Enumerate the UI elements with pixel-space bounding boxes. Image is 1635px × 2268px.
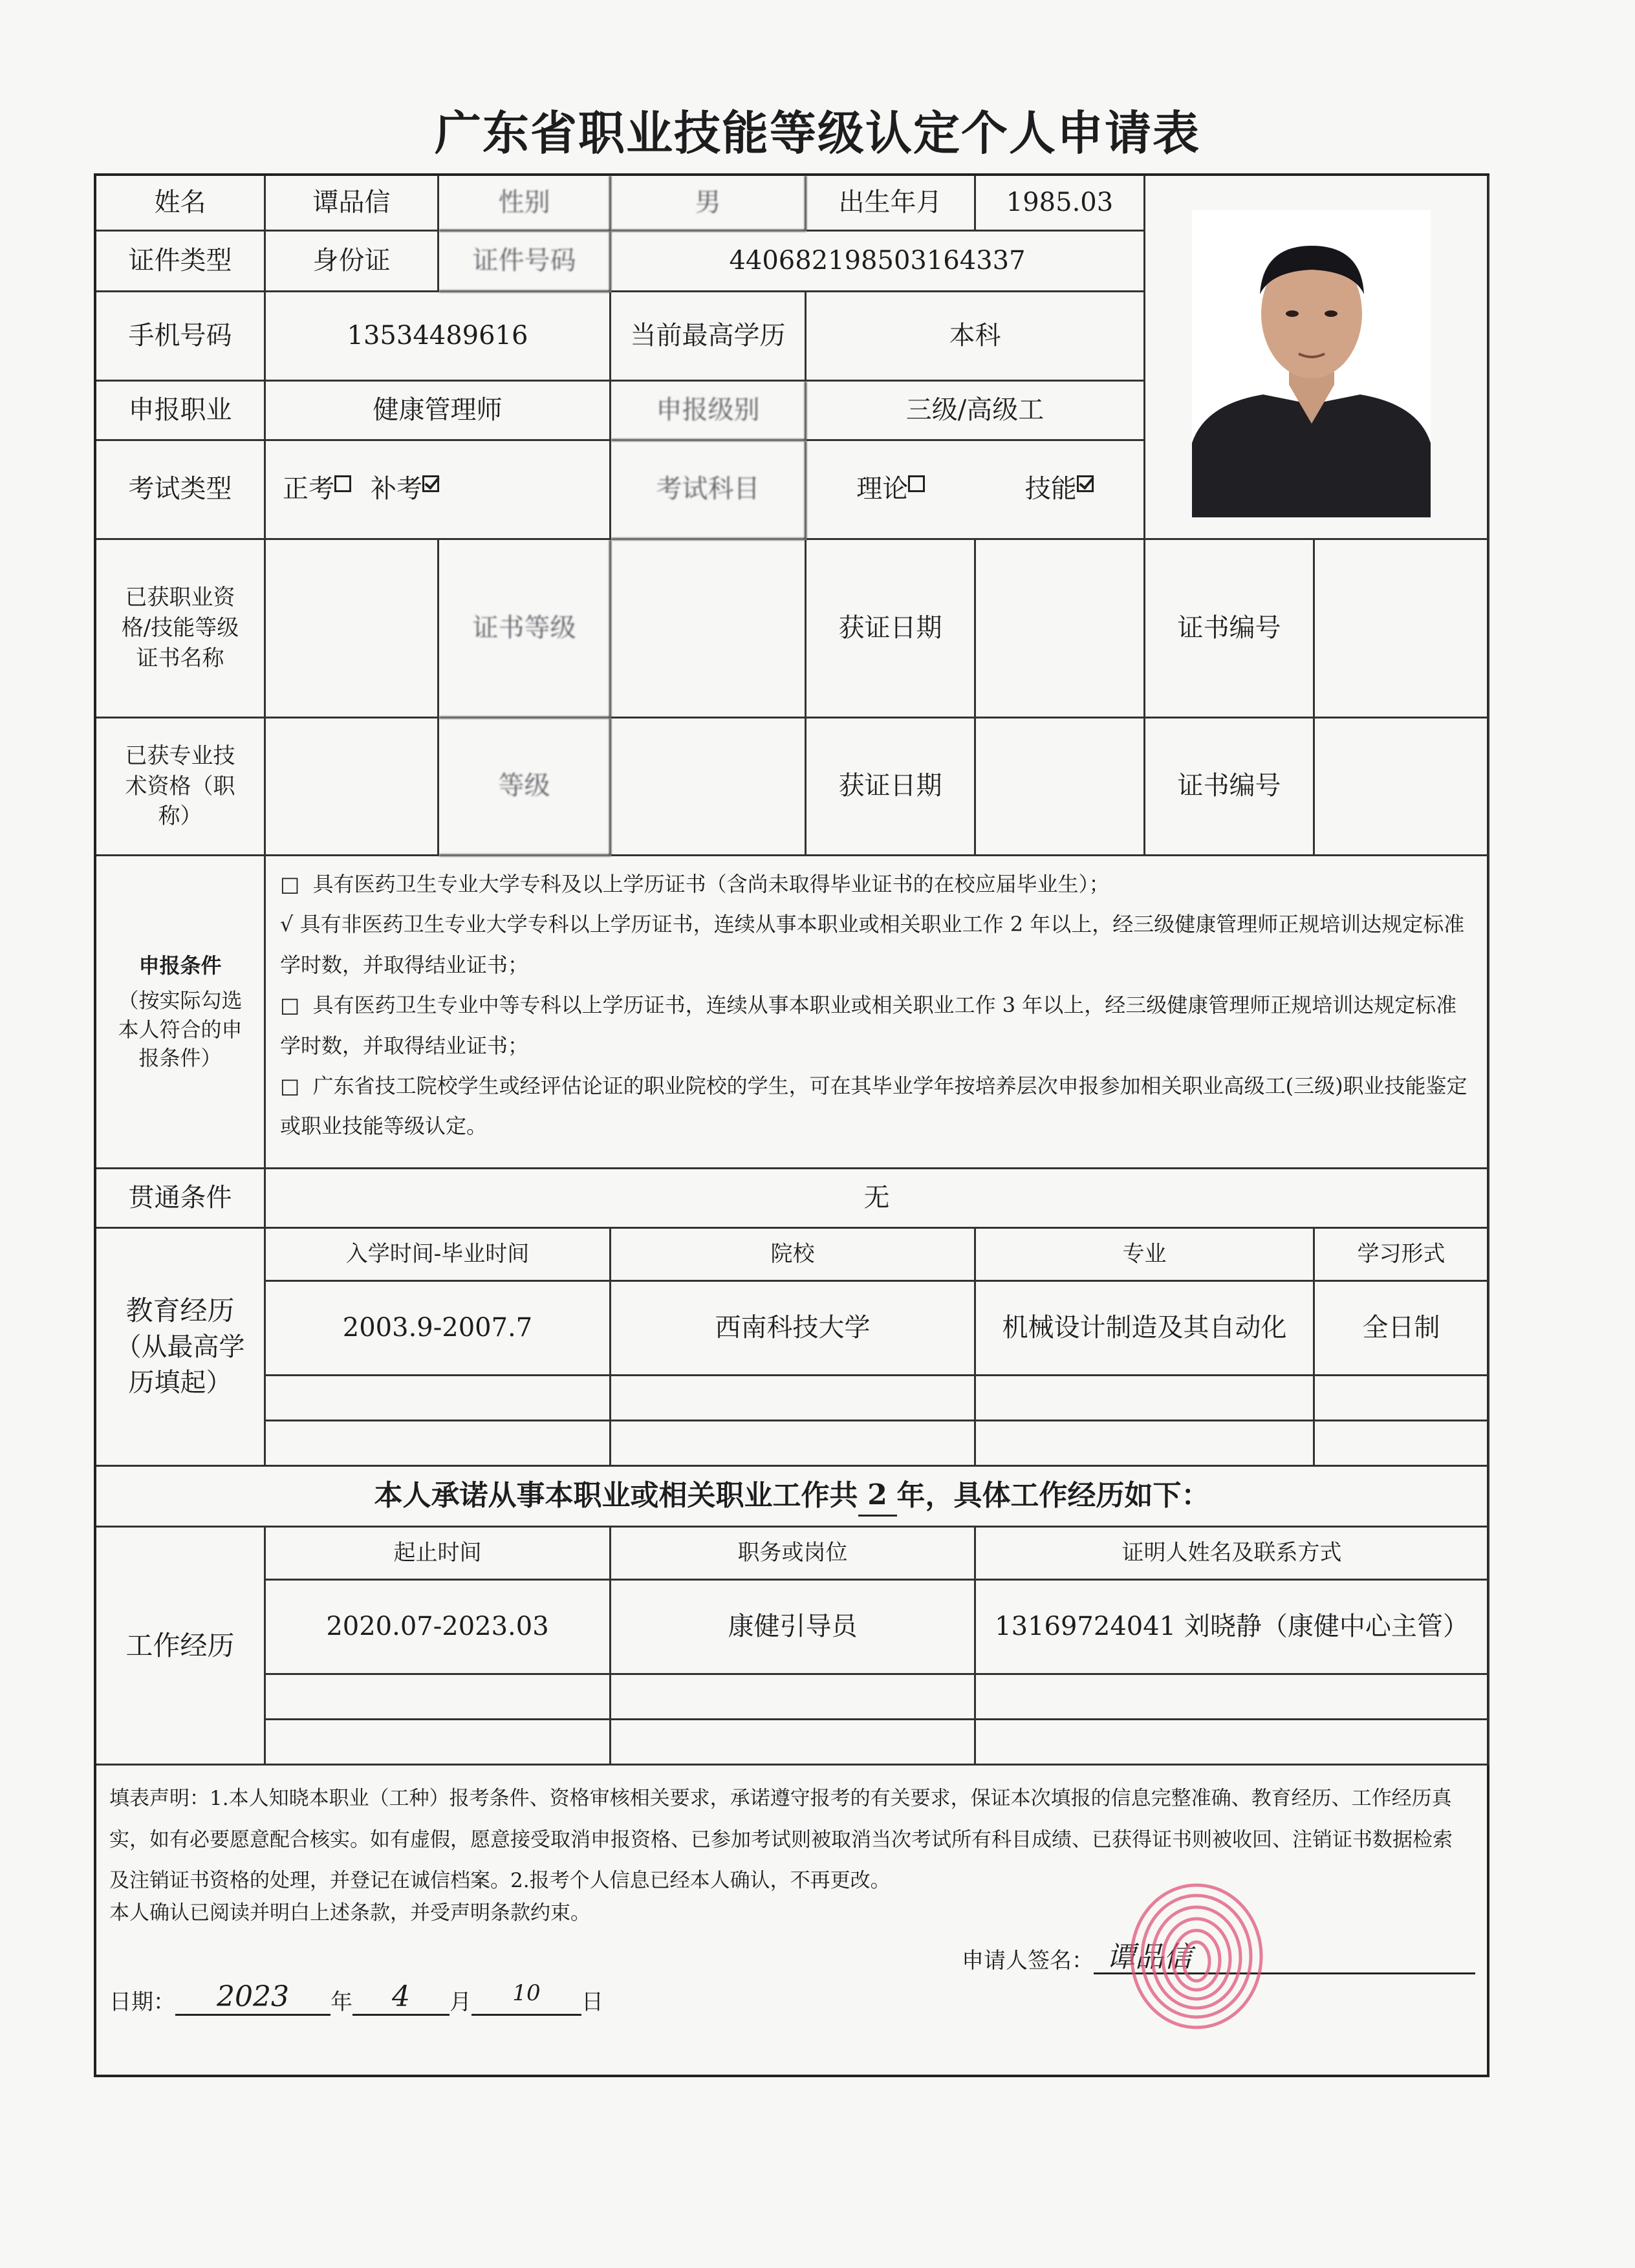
conditions-label: 申报条件 <box>138 953 222 978</box>
edu-header-major: 专业 <box>976 1229 1315 1282</box>
gender-value: 男 <box>611 176 807 232</box>
gender-label: 性别 <box>439 176 611 232</box>
through-label: 贯通条件 <box>96 1169 266 1229</box>
title-date-value <box>976 718 1145 856</box>
date-day[interactable]: 10 <box>471 1980 581 2016</box>
work-empty <box>976 1720 1489 1766</box>
exam-option-regular[interactable]: 正考 <box>283 471 351 507</box>
work-header-post: 职务或岗位 <box>611 1528 976 1581</box>
name-value: 谭品信 <box>266 176 439 232</box>
education-section-label: 教育经历 <box>125 1295 235 1327</box>
portrait-icon <box>1192 210 1431 517</box>
applicant-photo <box>1192 210 1431 517</box>
level-label: 申报级别 <box>611 382 807 441</box>
id-no-value: 440682198503164337 <box>611 232 1145 292</box>
education-label: 当前最高学历 <box>611 292 807 382</box>
id-no-label: 证件号码 <box>439 232 611 292</box>
title-cert-value <box>266 718 439 856</box>
checkbox-checked-icon[interactable] <box>1077 475 1094 492</box>
title-no-label: 证书编号 <box>1145 718 1315 856</box>
cert-name-label: 已获职业资格/技能等级证书名称 <box>96 540 266 718</box>
edu-major: 机械设计制造及其自动化 <box>976 1282 1315 1376</box>
date-label: 日期： <box>109 1989 175 2015</box>
title-level-value <box>611 718 807 856</box>
title-level-label: 等级 <box>439 718 611 856</box>
education-value: 本科 <box>807 292 1145 382</box>
education-section-sub: （从最高学历填起） <box>115 1332 245 1398</box>
work-referee: 13169724041 刘晓静（康健中心主管） <box>976 1581 1489 1675</box>
exam-subject-label: 考试科目 <box>611 441 807 540</box>
cert-level-label: 证书等级 <box>439 540 611 718</box>
cert-no-value <box>1315 540 1489 718</box>
conditions-sub-label: （按实际勾选本人符合的申报条件） <box>118 988 243 1070</box>
phone-value: 13534489616 <box>266 292 611 382</box>
edu-header-mode: 学习形式 <box>1315 1229 1489 1282</box>
job-label: 申报职业 <box>96 382 266 441</box>
declaration-text: 填表声明：1.本人知晓本职业（工种）报考条件、资格审核相关要求，承诺遵守报考的有关要求，保证本次填报的信息完整准确、教育经历、工作经历真实，如有必要愿意配合核实。如有虚假，愿意接受取消申报资格、已参加考试则被取消当次考试所有科目成绩、已获得证书则被收回、注销证书数据检索及注销证书资格的处理，并登记在诚信档案。2.报考个人信息已经本人确认，不再更改。 <box>109 1787 1453 1893</box>
signature-label: 申请人签名： <box>962 1948 1094 1974</box>
signature-field[interactable]: 谭品信 <box>1094 1934 1475 1974</box>
work-section-label: 工作经历 <box>96 1528 266 1766</box>
title-no-value <box>1315 718 1489 856</box>
condition-item[interactable]: □ 具有医药卫生专业中等专科以上学历证书，连续从事本职业或相关职业工作 3 年以上，经三级健康管理师正规培训达规定标准学时数，并取得结业证书； <box>280 993 1457 1058</box>
edu-school: 西南科技大学 <box>611 1282 976 1376</box>
conditions-label-cell <box>96 856 266 1169</box>
fingerprint-seal-icon <box>1122 1879 1271 2034</box>
cert-level-value <box>611 540 807 718</box>
title-cert-label: 已获专业技术资格（职称） <box>96 718 266 856</box>
id-type-label: 证件类型 <box>96 232 266 292</box>
edu-empty <box>976 1421 1315 1467</box>
education-label-cell <box>96 1229 266 1467</box>
work-empty <box>611 1720 976 1766</box>
date-year[interactable]: 2023 <box>175 1980 330 2016</box>
birth-value: 1985.03 <box>976 176 1145 232</box>
day-unit: 日 <box>581 1989 603 2015</box>
work-empty <box>266 1675 611 1720</box>
exam-type-options <box>266 441 611 540</box>
work-empty <box>611 1675 976 1720</box>
edu-empty <box>611 1376 976 1421</box>
edu-empty <box>976 1376 1315 1421</box>
work-time: 2020.07-2023.03 <box>266 1581 611 1675</box>
cert-date-value <box>976 540 1145 718</box>
edu-empty <box>611 1421 976 1467</box>
checkbox-unchecked-icon[interactable] <box>334 475 351 492</box>
date-row <box>109 1980 603 2016</box>
work-header-referee: 证明人姓名及联系方式 <box>976 1528 1489 1581</box>
edu-empty <box>1315 1376 1489 1421</box>
work-header-time: 起止时间 <box>266 1528 611 1581</box>
edu-mode: 全日制 <box>1315 1282 1489 1376</box>
edu-empty <box>1315 1421 1489 1467</box>
work-empty <box>266 1720 611 1766</box>
form-title: 广东省职业技能等级认定个人申请表 <box>434 106 1200 160</box>
condition-item[interactable]: □ 广东省技工院校学生或经评估论证的职业院校的学生，可在其毕业学年按培养层次申报参加相关职业高级工(三级)职业技能鉴定或职业技能等级认定。 <box>280 1073 1467 1139</box>
exam-type-label: 考试类型 <box>96 441 266 540</box>
condition-item[interactable]: □ 具有医药卫生专业大学专科及以上学历证书（含尚未取得毕业证书的在校应届毕业生）； <box>280 872 1110 896</box>
id-type-value: 身份证 <box>266 232 439 292</box>
subject-theory[interactable]: 理论 <box>856 471 925 507</box>
title-date-label: 获证日期 <box>807 718 976 856</box>
subject-skill[interactable]: 技能 <box>1025 471 1094 507</box>
birth-label: 出生年月 <box>807 176 976 232</box>
declaration-confirm: 本人确认已阅读并明白上述条款，并受声明条款约束。 <box>109 1901 590 1925</box>
through-value: 无 <box>266 1169 1489 1229</box>
edu-empty <box>266 1376 611 1421</box>
edu-header-time: 入学时间-毕业时间 <box>266 1229 611 1282</box>
exam-option-makeup[interactable]: 补考 <box>371 471 439 507</box>
condition-item[interactable]: √ 具有非医药卫生专业大学专科以上学历证书，连续从事本职业或相关职业工作 2 年以上，经三级健康管理师正规培训达规定标准学时数，并取得结业证书； <box>280 912 1465 977</box>
edu-time: 2003.9-2007.7 <box>266 1282 611 1376</box>
conditions-list <box>266 856 1489 1169</box>
work-post: 康健引导员 <box>611 1581 976 1675</box>
work-empty <box>976 1675 1489 1720</box>
phone-label: 手机号码 <box>96 292 266 382</box>
edu-empty <box>266 1421 611 1467</box>
month-unit: 月 <box>449 1989 471 2015</box>
edu-header-school: 院校 <box>611 1229 976 1282</box>
cert-no-label: 证书编号 <box>1145 540 1315 718</box>
cert-date-label: 获证日期 <box>807 540 976 718</box>
year-unit: 年 <box>330 1989 352 2015</box>
checkbox-checked-icon[interactable] <box>422 475 439 492</box>
promise-line: 本人承诺从事本职业或相关职业工作共 2 年，具体工作经历如下： <box>96 1467 1489 1528</box>
checkbox-unchecked-icon[interactable] <box>908 475 925 492</box>
level-value: 三级/高级工 <box>807 382 1145 441</box>
promise-years: 2 <box>858 1476 897 1517</box>
name-label: 姓名 <box>96 176 266 232</box>
job-value: 健康管理师 <box>266 382 611 441</box>
date-month[interactable]: 4 <box>352 1980 449 2016</box>
cert-name-value <box>266 540 439 718</box>
exam-subject-options <box>807 441 1145 540</box>
